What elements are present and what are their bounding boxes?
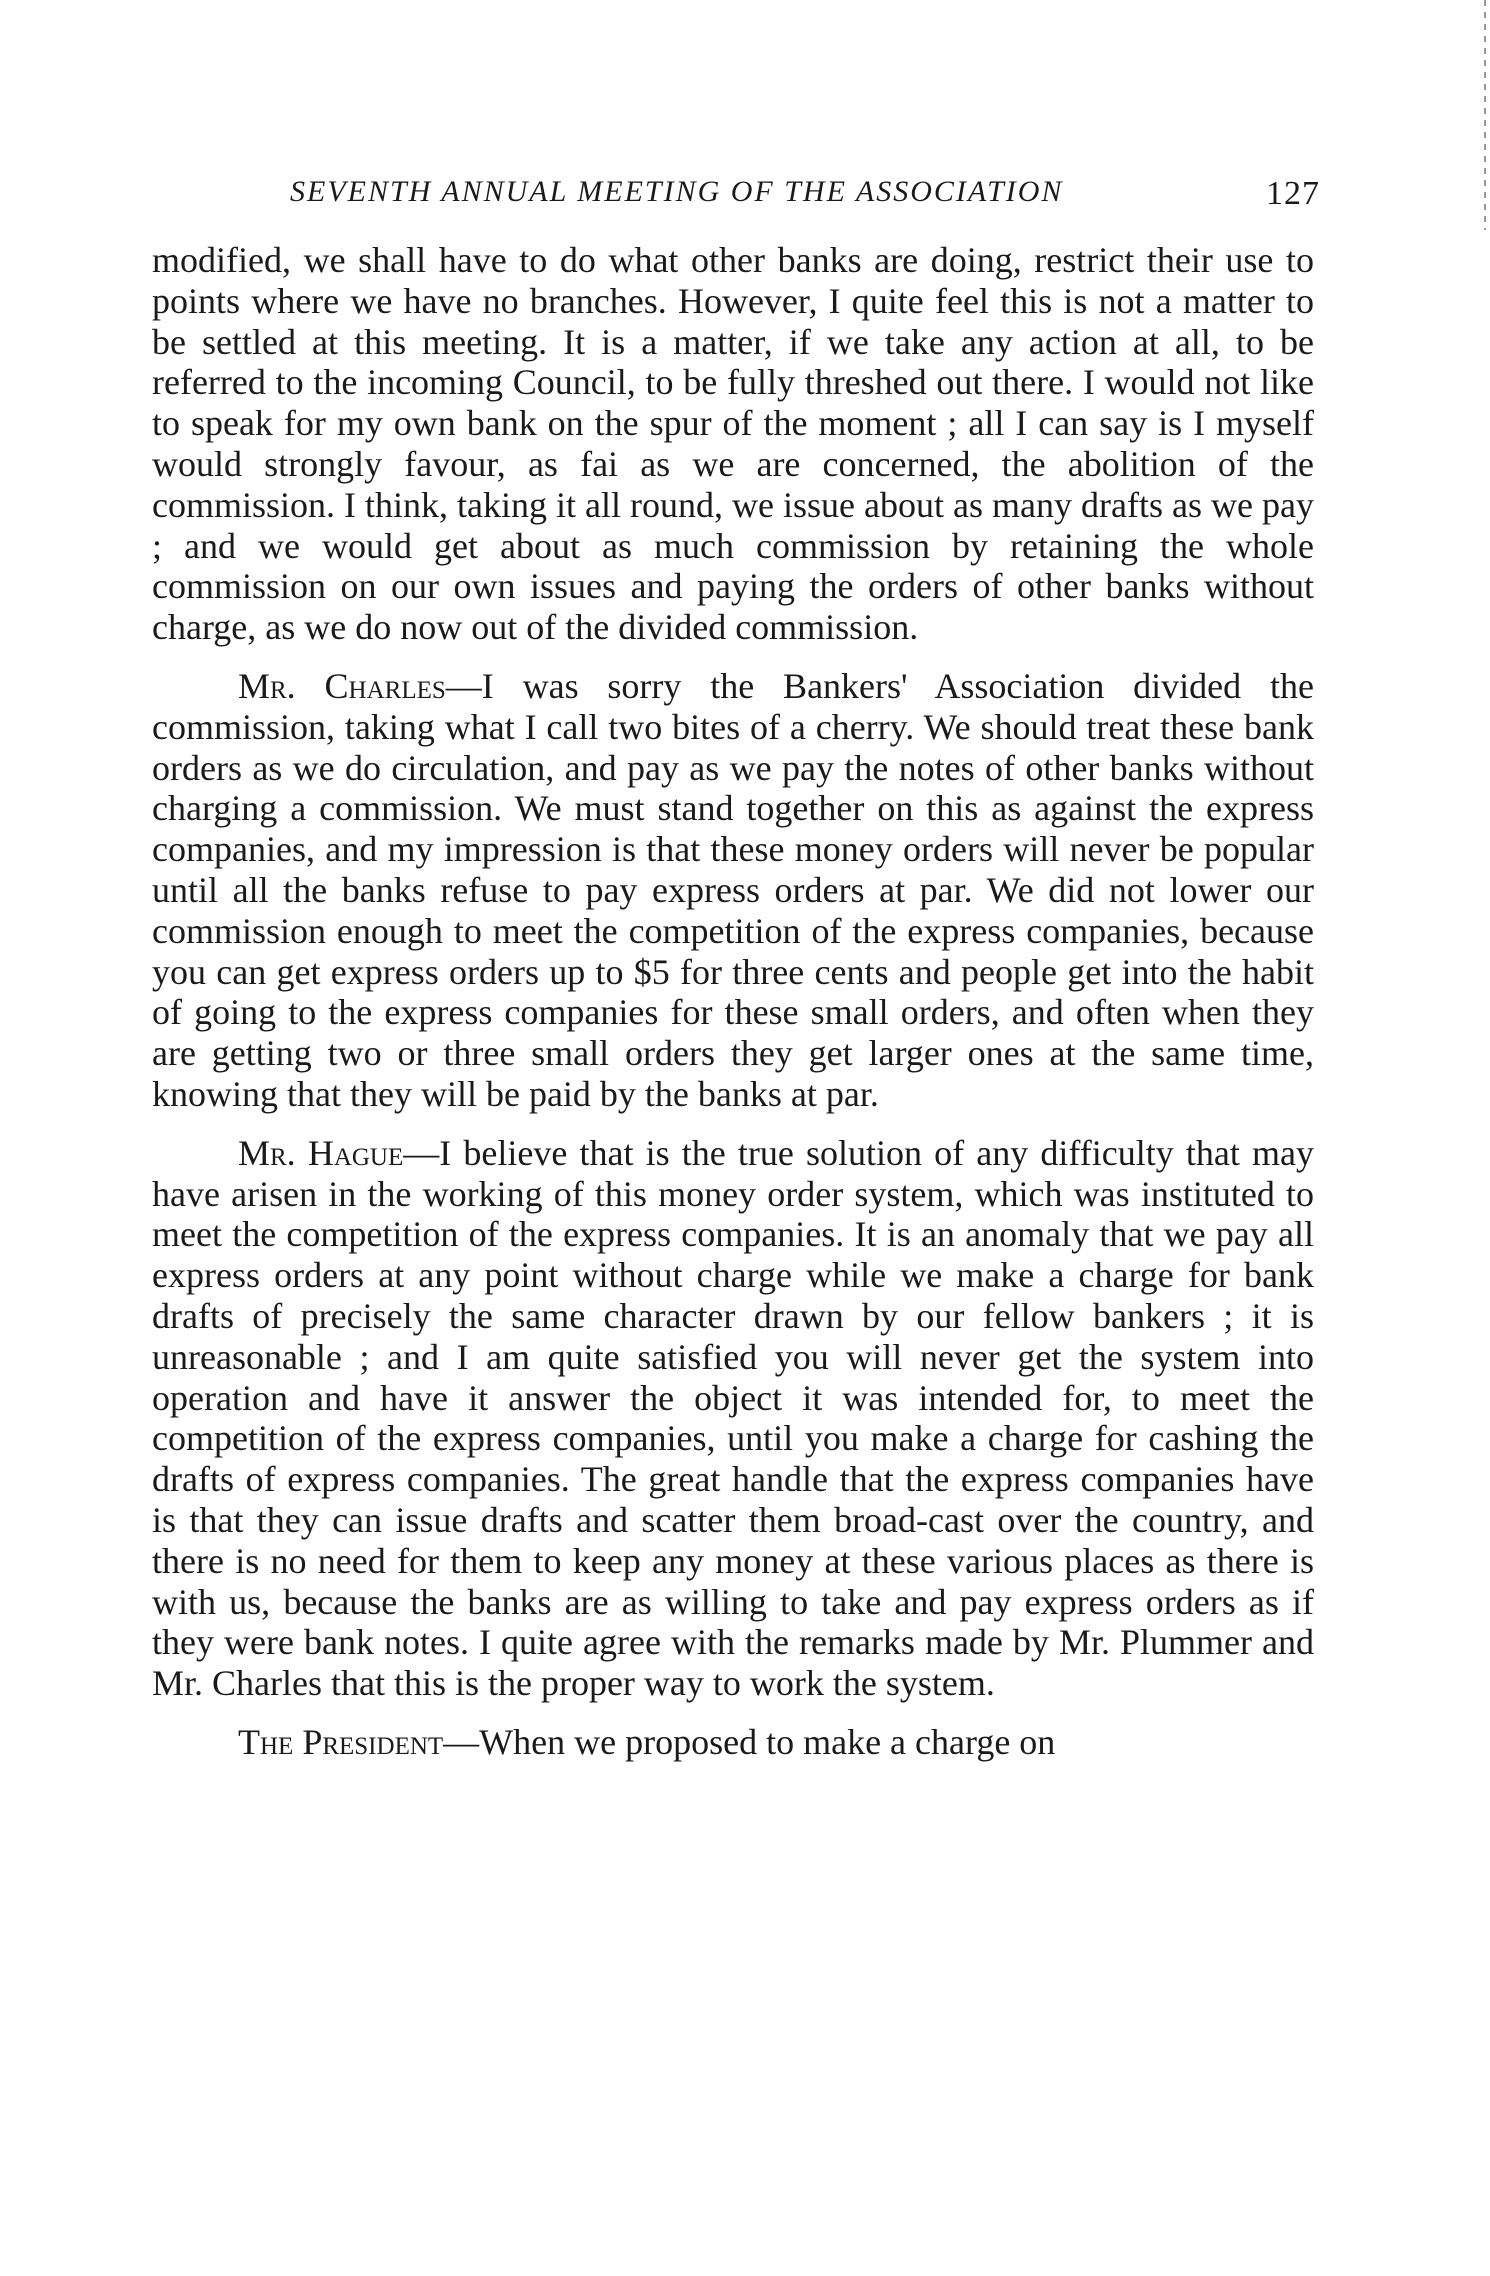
speaker-name: The President	[238, 1721, 444, 1762]
margin-scan-line	[1484, 0, 1486, 230]
paragraph-text: —I was sorry the Bankers' Association divided the commission, taking what I call two bites of a cherry. We should treat these bank orders as we do circulation, and pay as we pay the notes of other banks without charging a commission. We must stand together on this as against the express companies, and my impression is that these money orders will never be popular until all the banks refuse to pay express orders at par. We did not lower our commission enough to meet the competition of the express companies, because you can get express orders up to $5 for three cents and people get into the habit of going to the express companies for these small orders, and often when they are getting two or three small orders they get larger ones at the same time, knowing that they will be paid by the banks at par.	[152, 665, 1314, 1114]
paragraph-text: —I believe that is the true solution of any difficulty that may have arisen in the working of this money order system, which was instituted to meet the competition of the express companies. It is an anomaly that we pay all express orders at any point without charge while we make a charge for bank drafts of precisely the same character drawn by our fellow bankers ; it is unreasonable ; and I am quite satisfied you will never get the system into operation and have it answer the object it was intended for, to meet the competition of the express companies, until you make a charge for cashing the drafts of express companies. The great handle that the express companies have is that they can issue drafts and scatter them broad-cast over the country, and there is no need for them to keep any money at these various places as there is with us, because the banks are as willing to take and pay express orders as if they were bank notes. I quite agree with the remarks made by Mr. Plummer and Mr. Charles that this is the proper way to work the system.	[152, 1132, 1314, 1704]
paragraph-continued	[152, 240, 1314, 648]
paragraph-text: modified, we shall have to do what other banks are doing, restrict their use to points where we have no branches. However, I quite feel this is not a matter to be settled at this meeting. It is a matter, if we take any action at all, to be referred to the incoming Council, to be fully threshed out there. I would not like to speak for my own bank on the spur of the moment ; all I can say is I myself would strongly favour, as fai as we are concerned, the abolition of the commission. I think, taking it all round, we issue about as many drafts as we pay ; and we would get about as much commission by retaining the whole commission on our own issues and paying the orders of other banks without charge, as we do now out of the divided commission.	[152, 240, 1314, 648]
paragraph-mr-charles	[152, 666, 1314, 1115]
body-text	[152, 240, 1314, 1763]
paragraph-the-president	[152, 1722, 1314, 1763]
running-header	[290, 175, 1320, 213]
running-title: SEVENTH ANNUAL MEETING OF THE ASSOCIATION	[290, 175, 1064, 208]
paragraph-mr-hague	[152, 1133, 1314, 1704]
speaker-name: Mr. Hague	[238, 1132, 404, 1173]
speaker-name: Mr. Charles	[238, 665, 446, 706]
page-number: 127	[1266, 175, 1320, 212]
paragraph-text: —When we proposed to make a charge on	[443, 1721, 1056, 1762]
